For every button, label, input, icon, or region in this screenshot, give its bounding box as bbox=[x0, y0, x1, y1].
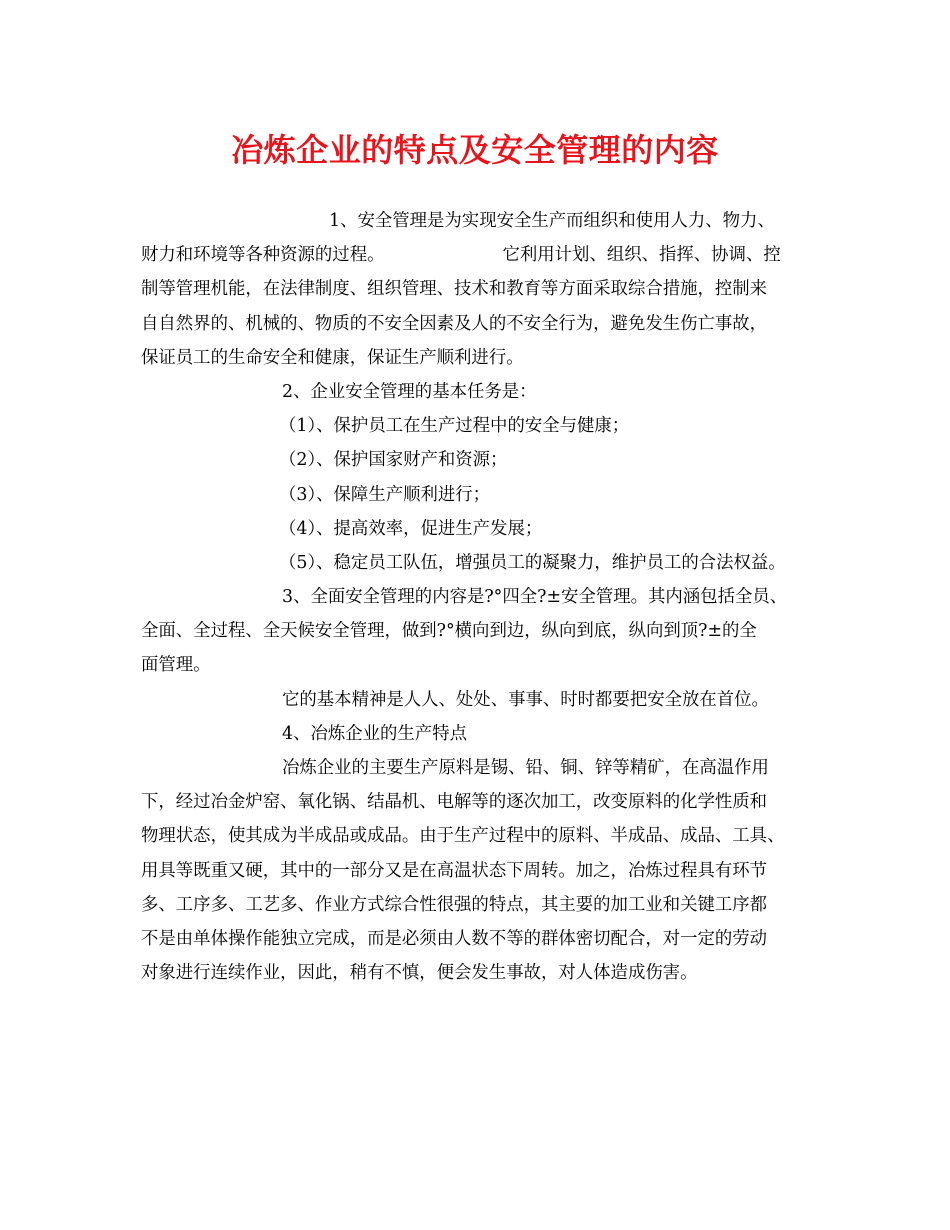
paragraph-1-line-3: 制等管理机能，在法律制度、组织管理、技术和教育等方面采取综合措施，控制来 bbox=[141, 279, 768, 300]
paragraph-1-line-2a: 财力和环境等各种资源的过程。 bbox=[141, 245, 385, 266]
task-item-3: （3）、保障生产顺利进行； bbox=[279, 484, 491, 505]
paragraph-3-line-2: 全面、全过程、全天候安全管理，做到?°横向到边，纵向到底，纵向到顶?±的全 bbox=[141, 621, 757, 642]
paragraph-4-line-4: 用具等既重又硬，其中的一部分又是在高温状态下周转。加之，冶炼过程具有环节 bbox=[141, 860, 768, 881]
paragraph-4-line-6: 不是由单体操作能独立完成，而是必须由人数不等的群体密切配合，对一定的劳动 bbox=[141, 928, 768, 949]
paragraph-1-line-2 bbox=[141, 238, 827, 272]
paragraph-1-line-4: 自自然界的、机械的、物质的不安全因素及人的不安全行为，避免发生伤亡事故， bbox=[141, 313, 768, 334]
paragraph-4-line-5: 多、工序多、工艺多、作业方式综合性很强的特点，其主要的加工业和关键工序都 bbox=[141, 894, 768, 915]
task-item-4: （4）、提高效率，促进生产发展； bbox=[279, 518, 543, 539]
section-2-heading: 2、企业安全管理的基本任务是： bbox=[282, 381, 537, 402]
paragraph-4-line-2: 下，经过冶金炉窑、氧化锅、结晶机、电解等的逐次加工，改变原料的化学性质和 bbox=[141, 792, 768, 813]
paragraph-4-line-1: 冶炼企业的主要生产原料是锡、铅、铜、锌等精矿，在高温作用 bbox=[282, 758, 769, 778]
paragraph-4-line-7: 对象进行连续作业，因此，稍有不慎，便会发生事故，对人体造成伤害。 bbox=[141, 963, 698, 984]
paragraph-3-line-3: 面管理。 bbox=[141, 655, 211, 676]
document-body bbox=[141, 204, 827, 990]
paragraph-4-line-3: 物理状态，使其成为半成品或成品。由于生产过程中的原料、半成品、成品、工具、 bbox=[141, 826, 785, 847]
basic-spirit-line: 它的基本精神是人人、处处、事事、时时都要把安全放在首位。 bbox=[282, 689, 769, 710]
task-item-5: （5）、稳定员工队伍，增强员工的凝聚力，维护员工的合法权益。 bbox=[279, 552, 786, 573]
task-item-2: （2）、保护国家财产和资源； bbox=[279, 450, 508, 471]
paragraph-3-line-1: 3、全面安全管理的内容是?°四全?±安全管理。其内涵包括全员、 bbox=[282, 587, 788, 608]
paragraph-1-line-1: 1、安全管理是为实现安全生产而组织和使用人力、物力、 bbox=[329, 211, 775, 231]
paragraph-1-line-5: 保证员工的生命安全和健康，保证生产顺利进行。 bbox=[141, 347, 524, 368]
paragraph-1-line-2b: 它利用计划、组织、指挥、协调、控 bbox=[502, 245, 781, 266]
section-4-heading: 4、冶炼企业的生产特点 bbox=[282, 723, 467, 744]
document-title: 冶炼企业的特点及安全管理的内容 bbox=[231, 131, 719, 169]
task-item-1: （1）、保护员工在生产过程中的安全与健康； bbox=[279, 416, 630, 437]
